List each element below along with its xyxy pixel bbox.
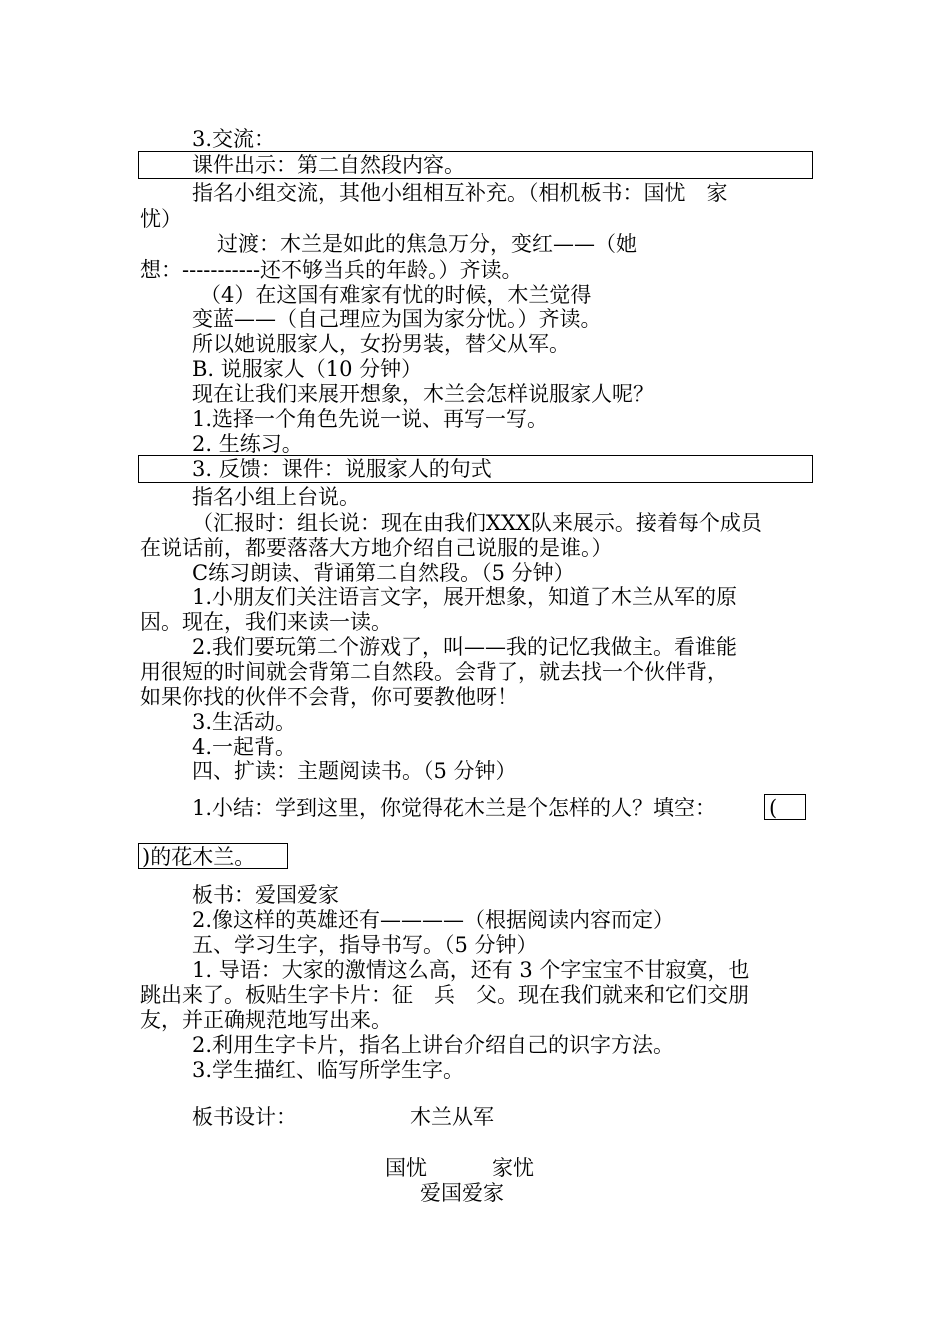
text-line: )的花木兰。 <box>142 845 256 869</box>
board-design-left: 国忧 <box>385 1156 427 1180</box>
text-line: 1.小朋友们关注语言文字，展开想象，知道了木兰从军的原 <box>192 585 738 609</box>
board-design-label: 板书设计： <box>192 1105 297 1129</box>
text-line: 3.生活动。 <box>192 710 297 734</box>
text-line: B. 说服家人（10 分钟） <box>192 357 423 381</box>
text-line: 3.交流： <box>192 127 276 151</box>
text-line: 五、学习生字，指导书写。（5 分钟） <box>192 933 538 957</box>
text-line: 友，并正确规范地写出来。 <box>140 1008 392 1032</box>
text-line: 在说话前，都要落落大方地介绍自己说服的是谁。） <box>140 536 613 560</box>
text-line: 1.选择一个角色先说一说、再写一写。 <box>192 407 549 431</box>
text-line: 指名小组交流，其他小组相互补充。（相机板书：国忧 家 <box>192 181 728 205</box>
text-line: 指名小组上台说。 <box>192 485 360 509</box>
text-line: 1.小结：学到这里，你觉得花木兰是个怎样的人？填空： <box>192 796 717 820</box>
text-line: 2.利用生字卡片，指名上讲台介绍自己的识字方法。 <box>192 1033 675 1057</box>
text-line: 因。现在，我们来读一读。 <box>140 610 392 634</box>
text-line: （4）在这国有难家有忧的时候，木兰觉得 <box>200 283 592 307</box>
board-design-right: 家忧 <box>492 1156 534 1180</box>
text-line: 忧） <box>140 207 182 231</box>
text-line: 想：-----------还不够当兵的年龄。）齐读。 <box>140 258 523 282</box>
text-line: 板书：爱国爱家 <box>192 883 339 907</box>
text-line: 所以她说服家人，女扮男装，替父从军。 <box>192 332 570 356</box>
text-line: 四、扩读：主题阅读书。（5 分钟） <box>192 759 517 783</box>
text-line: （汇报时：组长说：现在由我们XXX队来展示。接着每个成员 <box>192 511 762 535</box>
text-line: 用很短的时间就会背第二自然段。会背了，就去找一个伙伴背， <box>140 660 728 684</box>
text-line: 2.像这样的英雄还有————（根据阅读内容而定） <box>192 908 675 932</box>
text-line: 4.一起背。 <box>192 735 297 759</box>
text-line: 2.我们要玩第二个游戏了，叫——我的记忆我做主。看谁能 <box>192 635 738 659</box>
text-line: C练习朗读、背诵第二自然段。（5 分钟） <box>192 561 575 585</box>
text-line: 3.学生描红、临写所学生字。 <box>192 1058 465 1082</box>
board-design-bottom: 爱国爱家 <box>420 1181 504 1205</box>
text-line: 变蓝——（自己理应为国为家分忧。）齐读。 <box>192 307 602 331</box>
text-line: 如果你找的伙伴不会背，你可要教他呀！ <box>140 685 518 709</box>
text-line: 3. 反馈：课件：说服家人的句式 <box>192 457 492 481</box>
text-line: 过渡：木兰是如此的焦急万分，变红——（她 <box>217 232 637 256</box>
text-line: 现在让我们来展开想象，木兰会怎样说服家人呢？ <box>192 382 654 406</box>
text-line: 2. 生练习。 <box>192 432 303 456</box>
text-line: 跳出来了。板贴生字卡片：征 兵 父。现在我们就来和它们交朋 <box>140 983 749 1007</box>
text-line: 课件出示：第二自然段内容。 <box>192 153 465 177</box>
fill-blank-open-paren: ( <box>769 796 778 820</box>
text-line: 1. 导语：大家的激情这么高，还有 3 个字宝宝不甘寂寞，也 <box>192 958 750 982</box>
board-design-title: 木兰从军 <box>410 1105 494 1129</box>
